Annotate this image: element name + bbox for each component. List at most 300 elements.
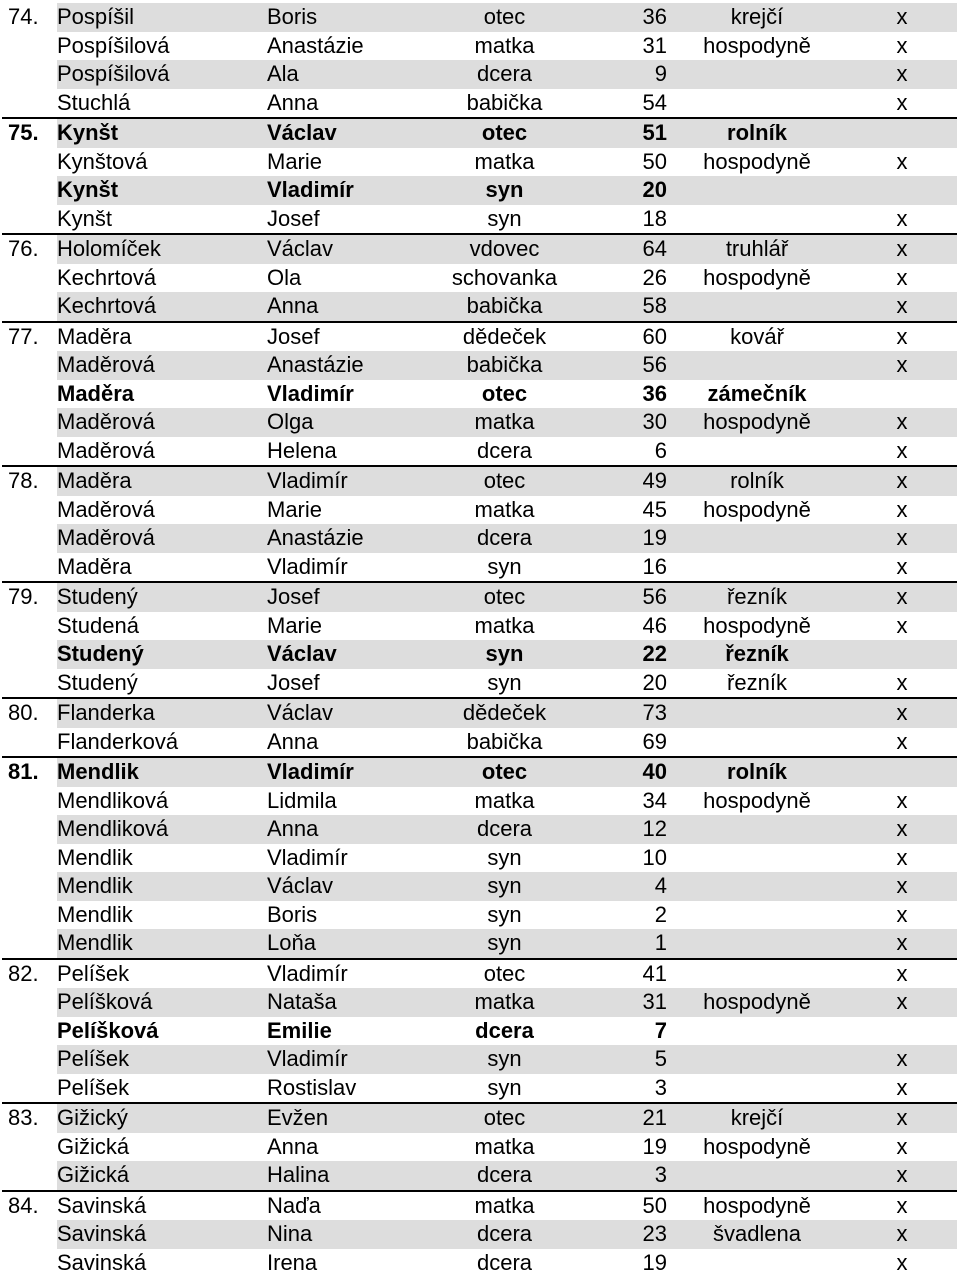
table-row	[2, 89, 957, 118]
table-row	[2, 437, 957, 466]
role-cell: matka	[417, 32, 592, 61]
table-row	[2, 60, 957, 89]
first-name-cell: Evžen	[267, 1104, 417, 1133]
mark-cell: x	[847, 929, 957, 958]
household-number	[2, 1220, 57, 1249]
mark-cell: x	[847, 553, 957, 582]
row-body	[57, 1045, 957, 1074]
row-body	[57, 1017, 957, 1046]
role-cell: dcera	[417, 437, 592, 466]
occupation-cell: zámečník	[667, 380, 847, 409]
surname-cell: Stuchlá	[57, 89, 267, 118]
role-cell: babička	[417, 351, 592, 380]
household-number: 84.	[2, 1192, 57, 1221]
household-group	[2, 323, 957, 468]
occupation-cell	[667, 176, 847, 205]
surname-cell: Pospíšilová	[57, 32, 267, 61]
surname-cell: Maděra	[57, 553, 267, 582]
occupation-cell: rolník	[667, 119, 847, 148]
first-name-cell: Marie	[267, 612, 417, 641]
occupation-cell	[667, 960, 847, 989]
table-row	[2, 524, 957, 553]
surname-cell: Kynšt	[57, 176, 267, 205]
first-name-cell: Václav	[267, 640, 417, 669]
first-name-cell: Václav	[267, 235, 417, 264]
age-cell: 20	[592, 176, 667, 205]
first-name-cell: Olga	[267, 408, 417, 437]
mark-cell: x	[847, 148, 957, 177]
row-body	[57, 901, 957, 930]
table-row	[2, 1104, 957, 1133]
first-name-cell: Lidmila	[267, 787, 417, 816]
table-row	[2, 583, 957, 612]
occupation-cell: krejčí	[667, 1104, 847, 1133]
first-name-cell: Nina	[267, 1220, 417, 1249]
household-number: 74.	[2, 3, 57, 32]
first-name-cell: Vladimír	[267, 758, 417, 787]
household-number	[2, 1045, 57, 1074]
row-body	[57, 612, 957, 641]
age-cell: 18	[592, 205, 667, 234]
first-name-cell: Anastázie	[267, 32, 417, 61]
table-row	[2, 929, 957, 958]
row-body	[57, 380, 957, 409]
mark-cell: x	[847, 264, 957, 293]
occupation-cell: hospodyně	[667, 988, 847, 1017]
row-body	[57, 60, 957, 89]
mark-cell: x	[847, 1249, 957, 1277]
table-row	[2, 264, 957, 293]
mark-cell: x	[847, 32, 957, 61]
surname-cell: Mendliková	[57, 815, 267, 844]
surname-cell: Kechrtová	[57, 292, 267, 321]
table-row	[2, 728, 957, 757]
household-number	[2, 1161, 57, 1190]
table-row	[2, 148, 957, 177]
role-cell: matka	[417, 496, 592, 525]
age-cell: 9	[592, 60, 667, 89]
row-body	[57, 524, 957, 553]
occupation-cell: truhlář	[667, 235, 847, 264]
row-body	[57, 1161, 957, 1190]
row-body	[57, 553, 957, 582]
age-cell: 20	[592, 669, 667, 698]
row-body	[57, 205, 957, 234]
first-name-cell: Anna	[267, 728, 417, 757]
surname-cell: Flanderková	[57, 728, 267, 757]
role-cell: otec	[417, 380, 592, 409]
household-number	[2, 669, 57, 698]
occupation-cell	[667, 524, 847, 553]
role-cell: matka	[417, 612, 592, 641]
surname-cell: Maděra	[57, 323, 267, 352]
role-cell: dědeček	[417, 699, 592, 728]
age-cell: 19	[592, 524, 667, 553]
row-body	[57, 323, 957, 352]
first-name-cell: Halina	[267, 1161, 417, 1190]
mark-cell: x	[847, 235, 957, 264]
mark-cell: x	[847, 467, 957, 496]
occupation-cell: rolník	[667, 467, 847, 496]
surname-cell: Maděra	[57, 467, 267, 496]
table-row	[2, 844, 957, 873]
surname-cell: Maděrová	[57, 524, 267, 553]
occupation-cell	[667, 89, 847, 118]
surname-cell: Maděrová	[57, 496, 267, 525]
first-name-cell: Emilie	[267, 1017, 417, 1046]
occupation-cell: kovář	[667, 323, 847, 352]
mark-cell	[847, 1017, 957, 1046]
household-number	[2, 815, 57, 844]
age-cell: 16	[592, 553, 667, 582]
role-cell: otec	[417, 1104, 592, 1133]
first-name-cell: Vladimír	[267, 380, 417, 409]
mark-cell	[847, 640, 957, 669]
occupation-cell: řezník	[667, 640, 847, 669]
table-row	[2, 496, 957, 525]
occupation-cell	[667, 1161, 847, 1190]
household-number: 80.	[2, 699, 57, 728]
household-group	[2, 1104, 957, 1192]
surname-cell: Maděrová	[57, 437, 267, 466]
first-name-cell: Vladimír	[267, 844, 417, 873]
mark-cell: x	[847, 292, 957, 321]
occupation-cell	[667, 699, 847, 728]
row-body	[57, 292, 957, 321]
row-body	[57, 496, 957, 525]
row-body	[57, 148, 957, 177]
table-row	[2, 1045, 957, 1074]
table-row	[2, 758, 957, 787]
table-row	[2, 1017, 957, 1046]
household-number	[2, 1017, 57, 1046]
mark-cell: x	[847, 3, 957, 32]
age-cell: 54	[592, 89, 667, 118]
first-name-cell: Irena	[267, 1249, 417, 1277]
surname-cell: Mendlik	[57, 872, 267, 901]
mark-cell	[847, 380, 957, 409]
age-cell: 58	[592, 292, 667, 321]
row-body	[57, 787, 957, 816]
mark-cell: x	[847, 323, 957, 352]
age-cell: 23	[592, 1220, 667, 1249]
role-cell: syn	[417, 929, 592, 958]
row-body	[57, 1133, 957, 1162]
first-name-cell: Josef	[267, 323, 417, 352]
table-row	[2, 235, 957, 264]
occupation-cell: rolník	[667, 758, 847, 787]
age-cell: 12	[592, 815, 667, 844]
surname-cell: Mendlik	[57, 844, 267, 873]
row-body	[57, 32, 957, 61]
mark-cell: x	[847, 815, 957, 844]
occupation-cell	[667, 872, 847, 901]
occupation-cell	[667, 437, 847, 466]
row-body	[57, 1074, 957, 1103]
role-cell: matka	[417, 1192, 592, 1221]
table-row	[2, 292, 957, 321]
row-body	[57, 815, 957, 844]
row-body	[57, 583, 957, 612]
occupation-cell: řezník	[667, 583, 847, 612]
occupation-cell: hospodyně	[667, 264, 847, 293]
surname-cell: Maděrová	[57, 408, 267, 437]
age-cell: 46	[592, 612, 667, 641]
role-cell: dědeček	[417, 323, 592, 352]
household-group	[2, 467, 957, 583]
age-cell: 34	[592, 787, 667, 816]
age-cell: 3	[592, 1161, 667, 1190]
mark-cell: x	[847, 844, 957, 873]
role-cell: syn	[417, 553, 592, 582]
age-cell: 1	[592, 929, 667, 958]
household-number: 78.	[2, 467, 57, 496]
row-body	[57, 929, 957, 958]
household-number	[2, 437, 57, 466]
role-cell: otec	[417, 758, 592, 787]
occupation-cell	[667, 60, 847, 89]
age-cell: 36	[592, 3, 667, 32]
first-name-cell: Josef	[267, 669, 417, 698]
household-number	[2, 553, 57, 582]
household-number	[2, 872, 57, 901]
occupation-cell: hospodyně	[667, 1133, 847, 1162]
role-cell: dcera	[417, 815, 592, 844]
mark-cell: x	[847, 901, 957, 930]
surname-cell: Maděrová	[57, 351, 267, 380]
age-cell: 31	[592, 32, 667, 61]
age-cell: 64	[592, 235, 667, 264]
role-cell: syn	[417, 205, 592, 234]
first-name-cell: Marie	[267, 496, 417, 525]
age-cell: 41	[592, 960, 667, 989]
age-cell: 49	[592, 467, 667, 496]
first-name-cell: Anastázie	[267, 524, 417, 553]
occupation-cell: hospodyně	[667, 148, 847, 177]
role-cell: matka	[417, 148, 592, 177]
surname-cell: Kechrtová	[57, 264, 267, 293]
row-body	[57, 1192, 957, 1221]
table-row	[2, 467, 957, 496]
table-row	[2, 176, 957, 205]
household-number	[2, 640, 57, 669]
household-number	[2, 292, 57, 321]
household-group	[2, 235, 957, 323]
first-name-cell: Václav	[267, 119, 417, 148]
table-row	[2, 380, 957, 409]
household-group	[2, 699, 957, 758]
mark-cell: x	[847, 583, 957, 612]
age-cell: 21	[592, 1104, 667, 1133]
age-cell: 56	[592, 351, 667, 380]
table-row	[2, 3, 957, 32]
surname-cell: Studený	[57, 669, 267, 698]
age-cell: 50	[592, 1192, 667, 1221]
surname-cell: Kynštová	[57, 148, 267, 177]
age-cell: 30	[592, 408, 667, 437]
row-body	[57, 437, 957, 466]
surname-cell: Gižická	[57, 1161, 267, 1190]
household-number	[2, 148, 57, 177]
household-group	[2, 1192, 957, 1277]
mark-cell	[847, 119, 957, 148]
household-number	[2, 60, 57, 89]
table-row	[2, 612, 957, 641]
first-name-cell: Vladimír	[267, 553, 417, 582]
table-row	[2, 408, 957, 437]
household-number	[2, 844, 57, 873]
table-row	[2, 640, 957, 669]
household-number	[2, 929, 57, 958]
age-cell: 69	[592, 728, 667, 757]
mark-cell: x	[847, 205, 957, 234]
surname-cell: Maděra	[57, 380, 267, 409]
first-name-cell: Václav	[267, 872, 417, 901]
row-body	[57, 176, 957, 205]
surname-cell: Pospíšilová	[57, 60, 267, 89]
household-number: 76.	[2, 235, 57, 264]
table-row	[2, 1249, 957, 1277]
row-body	[57, 351, 957, 380]
occupation-cell: řezník	[667, 669, 847, 698]
mark-cell: x	[847, 408, 957, 437]
mark-cell: x	[847, 1192, 957, 1221]
household-number	[2, 264, 57, 293]
table-row	[2, 901, 957, 930]
first-name-cell: Vladimír	[267, 467, 417, 496]
household-group	[2, 960, 957, 1105]
household-group	[2, 758, 957, 960]
first-name-cell: Rostislav	[267, 1074, 417, 1103]
household-number: 79.	[2, 583, 57, 612]
table-row	[2, 351, 957, 380]
mark-cell	[847, 758, 957, 787]
first-name-cell: Anastázie	[267, 351, 417, 380]
age-cell: 40	[592, 758, 667, 787]
household-number	[2, 408, 57, 437]
household-number	[2, 496, 57, 525]
mark-cell: x	[847, 612, 957, 641]
mark-cell: x	[847, 437, 957, 466]
surname-cell: Mendlik	[57, 901, 267, 930]
household-number	[2, 1133, 57, 1162]
occupation-cell	[667, 728, 847, 757]
row-body	[57, 728, 957, 757]
row-body	[57, 264, 957, 293]
age-cell: 2	[592, 901, 667, 930]
age-cell: 36	[592, 380, 667, 409]
role-cell: syn	[417, 640, 592, 669]
role-cell: vdovec	[417, 235, 592, 264]
household-number	[2, 89, 57, 118]
role-cell: otec	[417, 960, 592, 989]
mark-cell: x	[847, 669, 957, 698]
role-cell: dcera	[417, 1017, 592, 1046]
surname-cell: Savinská	[57, 1220, 267, 1249]
row-body	[57, 640, 957, 669]
household-number	[2, 524, 57, 553]
row-body	[57, 1249, 957, 1277]
row-body	[57, 669, 957, 698]
household-number	[2, 176, 57, 205]
surname-cell: Mendlik	[57, 758, 267, 787]
age-cell: 31	[592, 988, 667, 1017]
occupation-cell	[667, 205, 847, 234]
mark-cell: x	[847, 351, 957, 380]
occupation-cell	[667, 929, 847, 958]
first-name-cell: Anna	[267, 1133, 417, 1162]
row-body	[57, 960, 957, 989]
mark-cell: x	[847, 1045, 957, 1074]
household-number: 81.	[2, 758, 57, 787]
occupation-cell: hospodyně	[667, 32, 847, 61]
household-number	[2, 32, 57, 61]
first-name-cell: Václav	[267, 699, 417, 728]
occupation-cell	[667, 1017, 847, 1046]
age-cell: 6	[592, 437, 667, 466]
occupation-cell	[667, 844, 847, 873]
table-row	[2, 699, 957, 728]
table-row	[2, 872, 957, 901]
household-number	[2, 1074, 57, 1103]
household-number	[2, 380, 57, 409]
mark-cell	[847, 176, 957, 205]
age-cell: 26	[592, 264, 667, 293]
occupation-cell: hospodyně	[667, 496, 847, 525]
household-number: 82.	[2, 960, 57, 989]
household-group	[2, 583, 957, 699]
table-row	[2, 1074, 957, 1103]
age-cell: 56	[592, 583, 667, 612]
mark-cell: x	[847, 1161, 957, 1190]
occupation-cell: hospodyně	[667, 787, 847, 816]
row-body	[57, 408, 957, 437]
mark-cell: x	[847, 1220, 957, 1249]
table-row	[2, 1220, 957, 1249]
role-cell: dcera	[417, 1161, 592, 1190]
role-cell: syn	[417, 669, 592, 698]
role-cell: syn	[417, 176, 592, 205]
mark-cell: x	[847, 1133, 957, 1162]
surname-cell: Gižický	[57, 1104, 267, 1133]
first-name-cell: Ala	[267, 60, 417, 89]
row-body	[57, 988, 957, 1017]
row-body	[57, 844, 957, 873]
table-row	[2, 1192, 957, 1221]
occupation-cell	[667, 351, 847, 380]
household-number	[2, 988, 57, 1017]
role-cell: matka	[417, 988, 592, 1017]
first-name-cell: Josef	[267, 583, 417, 612]
row-body	[57, 3, 957, 32]
first-name-cell: Nataša	[267, 988, 417, 1017]
age-cell: 5	[592, 1045, 667, 1074]
row-body	[57, 1220, 957, 1249]
mark-cell: x	[847, 699, 957, 728]
surname-cell: Savinská	[57, 1192, 267, 1221]
household-number	[2, 901, 57, 930]
first-name-cell: Anna	[267, 815, 417, 844]
role-cell: syn	[417, 901, 592, 930]
occupation-cell	[667, 815, 847, 844]
census-table	[2, 3, 957, 1277]
role-cell: matka	[417, 1133, 592, 1162]
table-row	[2, 1161, 957, 1190]
mark-cell: x	[847, 960, 957, 989]
surname-cell: Studená	[57, 612, 267, 641]
mark-cell: x	[847, 1104, 957, 1133]
age-cell: 19	[592, 1249, 667, 1277]
